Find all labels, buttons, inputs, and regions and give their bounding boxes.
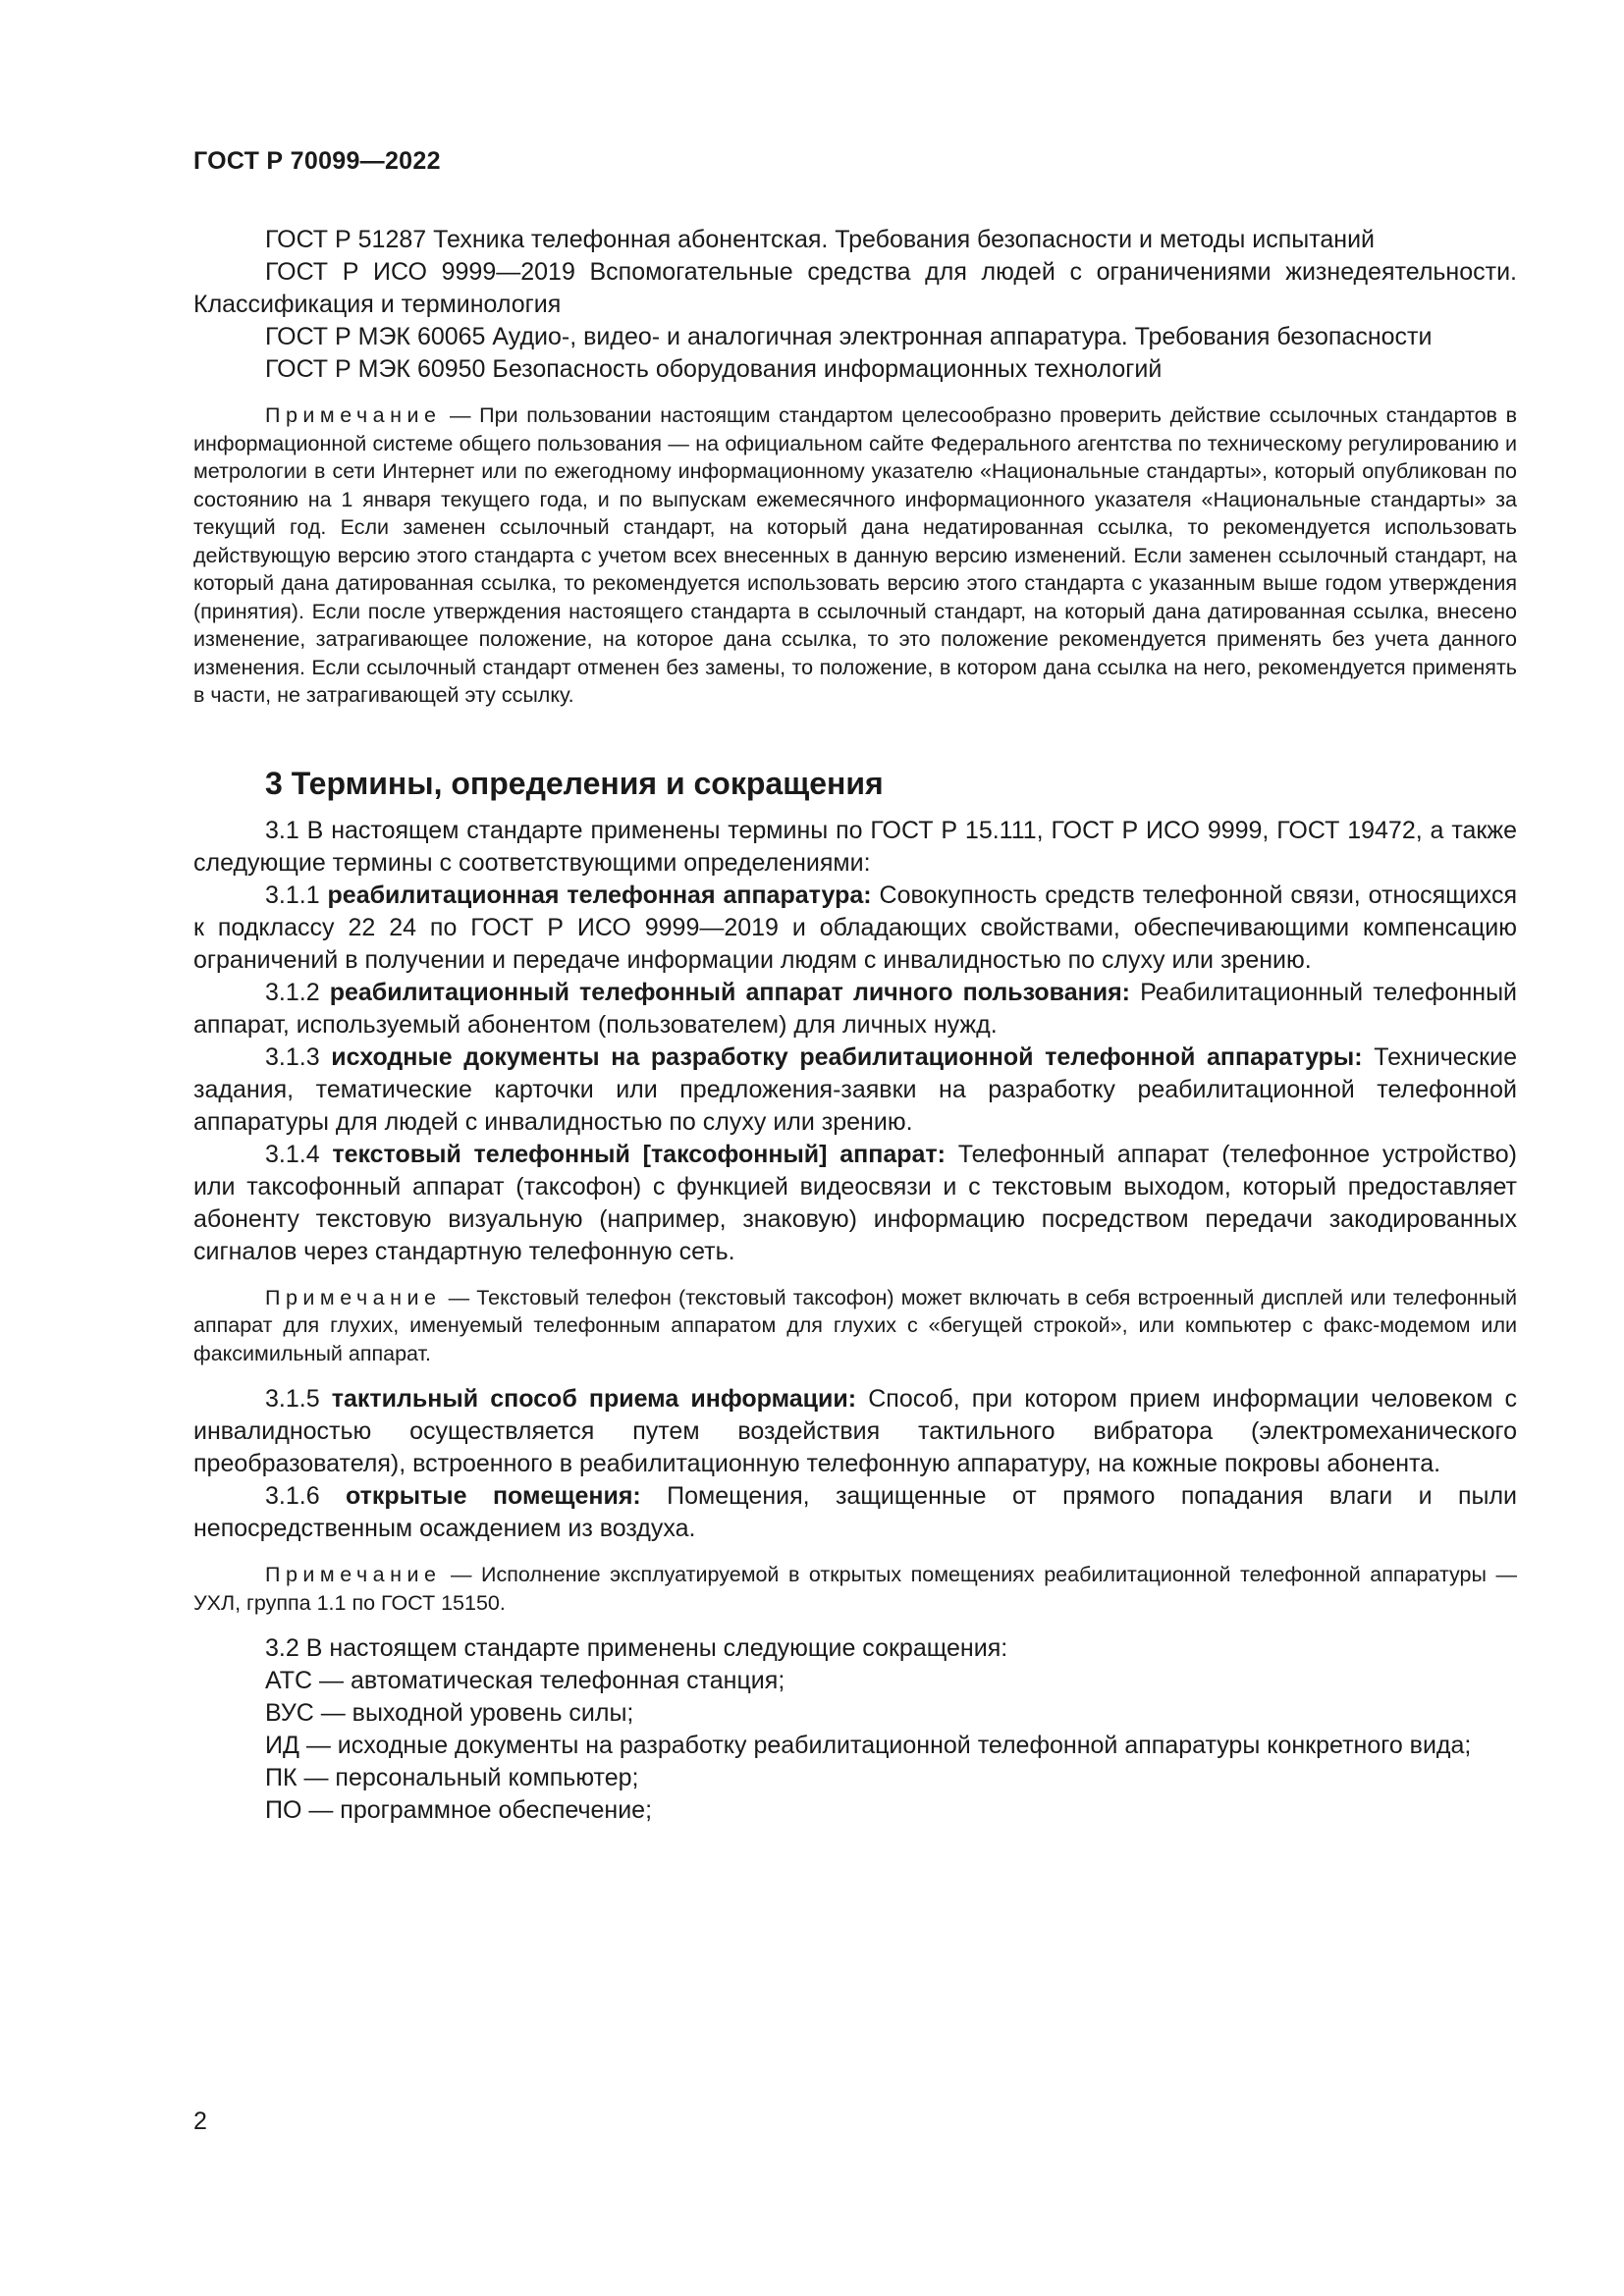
note-text: — Текстовый телефон (текстовый таксофон) может включать в себя встроенный дисплей или телефонный аппарат для глухих, именуемый телефонным аппаратом для глухих с «бегущей строкой», или компьютер с факс-модемом или факсимильный аппарат. — [193, 1285, 1517, 1365]
note-text: — Исполнение эксплуатируемой в открытых помещениях реабилитационной телефонной аппаратуры — УХЛ, группа 1.1 по ГОСТ 15150. — [193, 1563, 1517, 1615]
reference-item: ГОСТ Р МЭК 60950 Безопасность оборудования информационных технологий — [265, 355, 1163, 383]
term-definition: Реабилитационный телефонный аппарат, используемый абонентом (пользователем) для личных нужд. — [193, 978, 1518, 1039]
term-definition: Совокупность средств телефонной связи, относящихся к подклассу 22 24 по ГОСТ Р ИСО 9999—2019 и обладающих свойствами, обеспечивающими компенсацию ограничений в получении и передаче информации людям с инвалидностью по слуху или зрению. — [193, 881, 1517, 974]
term-number: 3.1.2 — [265, 978, 330, 1006]
term-name: реабилитационный телефонный аппарат личного пользования: — [329, 978, 1131, 1006]
abbreviation-item: ИД — исходные документы на разработку реабилитационной телефонной аппаратуры конкретного вида; — [265, 1732, 1472, 1759]
term-3-1-2 — [193, 977, 1517, 1041]
clause-3-1: 3.1 В настоящем стандарте применены термины по ГОСТ Р 15.111, ГОСТ Р ИСО 9999, ГОСТ 19472, а также следующие термины с соответствующими определениями: — [193, 816, 1517, 877]
note-label: Примечание — [265, 1285, 442, 1309]
term-definition: Технические задания, тематические карточки или предложения-заявки на разработку реабилитационной телефонной аппаратуры для людей с инвалидностью по слуху или зрению. — [193, 1042, 1517, 1136]
note-references — [193, 401, 1517, 710]
section-heading: 3 Термины, определения и сокращения — [265, 765, 884, 801]
abbreviation-item: АТС — автоматическая телефонная станция; — [265, 1667, 785, 1694]
page-number: 2 — [193, 2108, 207, 2135]
note-label: Примечание — [265, 1563, 442, 1586]
abbreviation-item: ПК — персональный компьютер; — [265, 1764, 639, 1791]
page-content — [193, 224, 1517, 1827]
abbreviation-item: ПО — программное обеспечение; — [265, 1796, 653, 1824]
abbreviation-item: ВУС — выходной уровень силы; — [265, 1699, 634, 1727]
term-name: открытые помещения: — [346, 1482, 641, 1510]
term-number: 3.1.1 — [265, 881, 328, 909]
note-text-telephone — [193, 1284, 1517, 1368]
term-name: текстовый телефонный [таксофонный] аппарат: — [332, 1140, 946, 1168]
term-number: 3.1.5 — [265, 1385, 332, 1413]
note-open-premises — [193, 1561, 1517, 1617]
reference-item: ГОСТ Р ИСО 9999—2019 Вспомогательные средства для людей с ограничениями жизнедеятельности. Классификация и терминология — [193, 258, 1517, 318]
term-number: 3.1.3 — [265, 1042, 332, 1071]
term-definition: Телефонный аппарат (телефонное устройство) или таксофонный аппарат (таксофон) с функцией видеосвязи и с текстовым выходом, который предоставляет абоненту текстовую визуальную (например, знаковую) информацию посредством передачи закодированных сигналов через стандартную телефонную сеть. — [193, 1140, 1517, 1265]
reference-item: ГОСТ Р 51287 Техника телефонная абонентская. Требования безопасности и методы испытаний — [265, 226, 1376, 253]
term-3-1-5 — [193, 1383, 1517, 1480]
term-3-1-1 — [193, 880, 1517, 977]
term-name: исходные документы на разработку реабилитационной телефонной аппаратуры: — [331, 1042, 1363, 1071]
clause-3-2: 3.2 В настоящем стандарте применены следующие сокращения: — [265, 1634, 1008, 1662]
note-text: — При пользовании настоящим стандартом целесообразно проверить действие ссылочных стандартов в информационной системе общего пользования — на официальном сайте Федерального агентства по техническому регулированию и метрологии в сети Интернет или по ежегодному информационному указателю «Национальные стандарты», который опубликован по состоянию на 1 января текущего года, и по выпускам ежемесячного информационного указателя «Национальные стандарты» за текущий год. Если заменен ссылочный стандарт, на который дана недатированная ссылка, то рекомендуется использовать действующую версию этого стандарта с учетом всех внесенных в данную версию изменений. Если заменен ссылочный стандарт, на который дана датированная ссылка, то рекомендуется использовать версию этого стандарта с указанным выше годом утверждения (принятия). Если после утверждения настоящего стандарта в ссылочный стандарт, на который дана датированная ссылка, внесено изменение, затрагивающее положение, на которое дана ссылка, то это положение рекомендуется применять без учета данного изменения. Если ссылочный стандарт отменен без замены, то положение, в котором дана ссылка на него, рекомендуется применять в части, не затрагивающей эту ссылку. — [193, 403, 1517, 707]
term-number: 3.1.6 — [265, 1482, 347, 1510]
term-3-1-6 — [193, 1480, 1517, 1545]
term-name: тактильный способ приема информации: — [331, 1385, 857, 1413]
reference-item: ГОСТ Р МЭК 60065 Аудио-, видео- и аналогичная электронная аппаратура. Требования безопасности — [265, 323, 1433, 350]
term-definition: Способ, при котором прием информации человеком с инвалидностью осуществляется путем воздействия тактильного вибратора (электромеханического преобразователя), встроенного в реабилитационную телефонную аппаратуру, на кожные покровы абонента. — [193, 1385, 1517, 1477]
term-name: реабилитационная телефонная аппаратура: — [327, 881, 872, 909]
term-3-1-3 — [193, 1041, 1517, 1139]
term-number: 3.1.4 — [265, 1140, 333, 1168]
term-3-1-4 — [193, 1139, 1517, 1268]
term-definition: Помещения, защищенные от прямого попадания влаги и пыли непосредственным осаждением из воздуха. — [193, 1482, 1517, 1542]
note-label: Примечание — [265, 403, 442, 427]
document-header: ГОСТ Р 70099—2022 — [193, 147, 441, 175]
